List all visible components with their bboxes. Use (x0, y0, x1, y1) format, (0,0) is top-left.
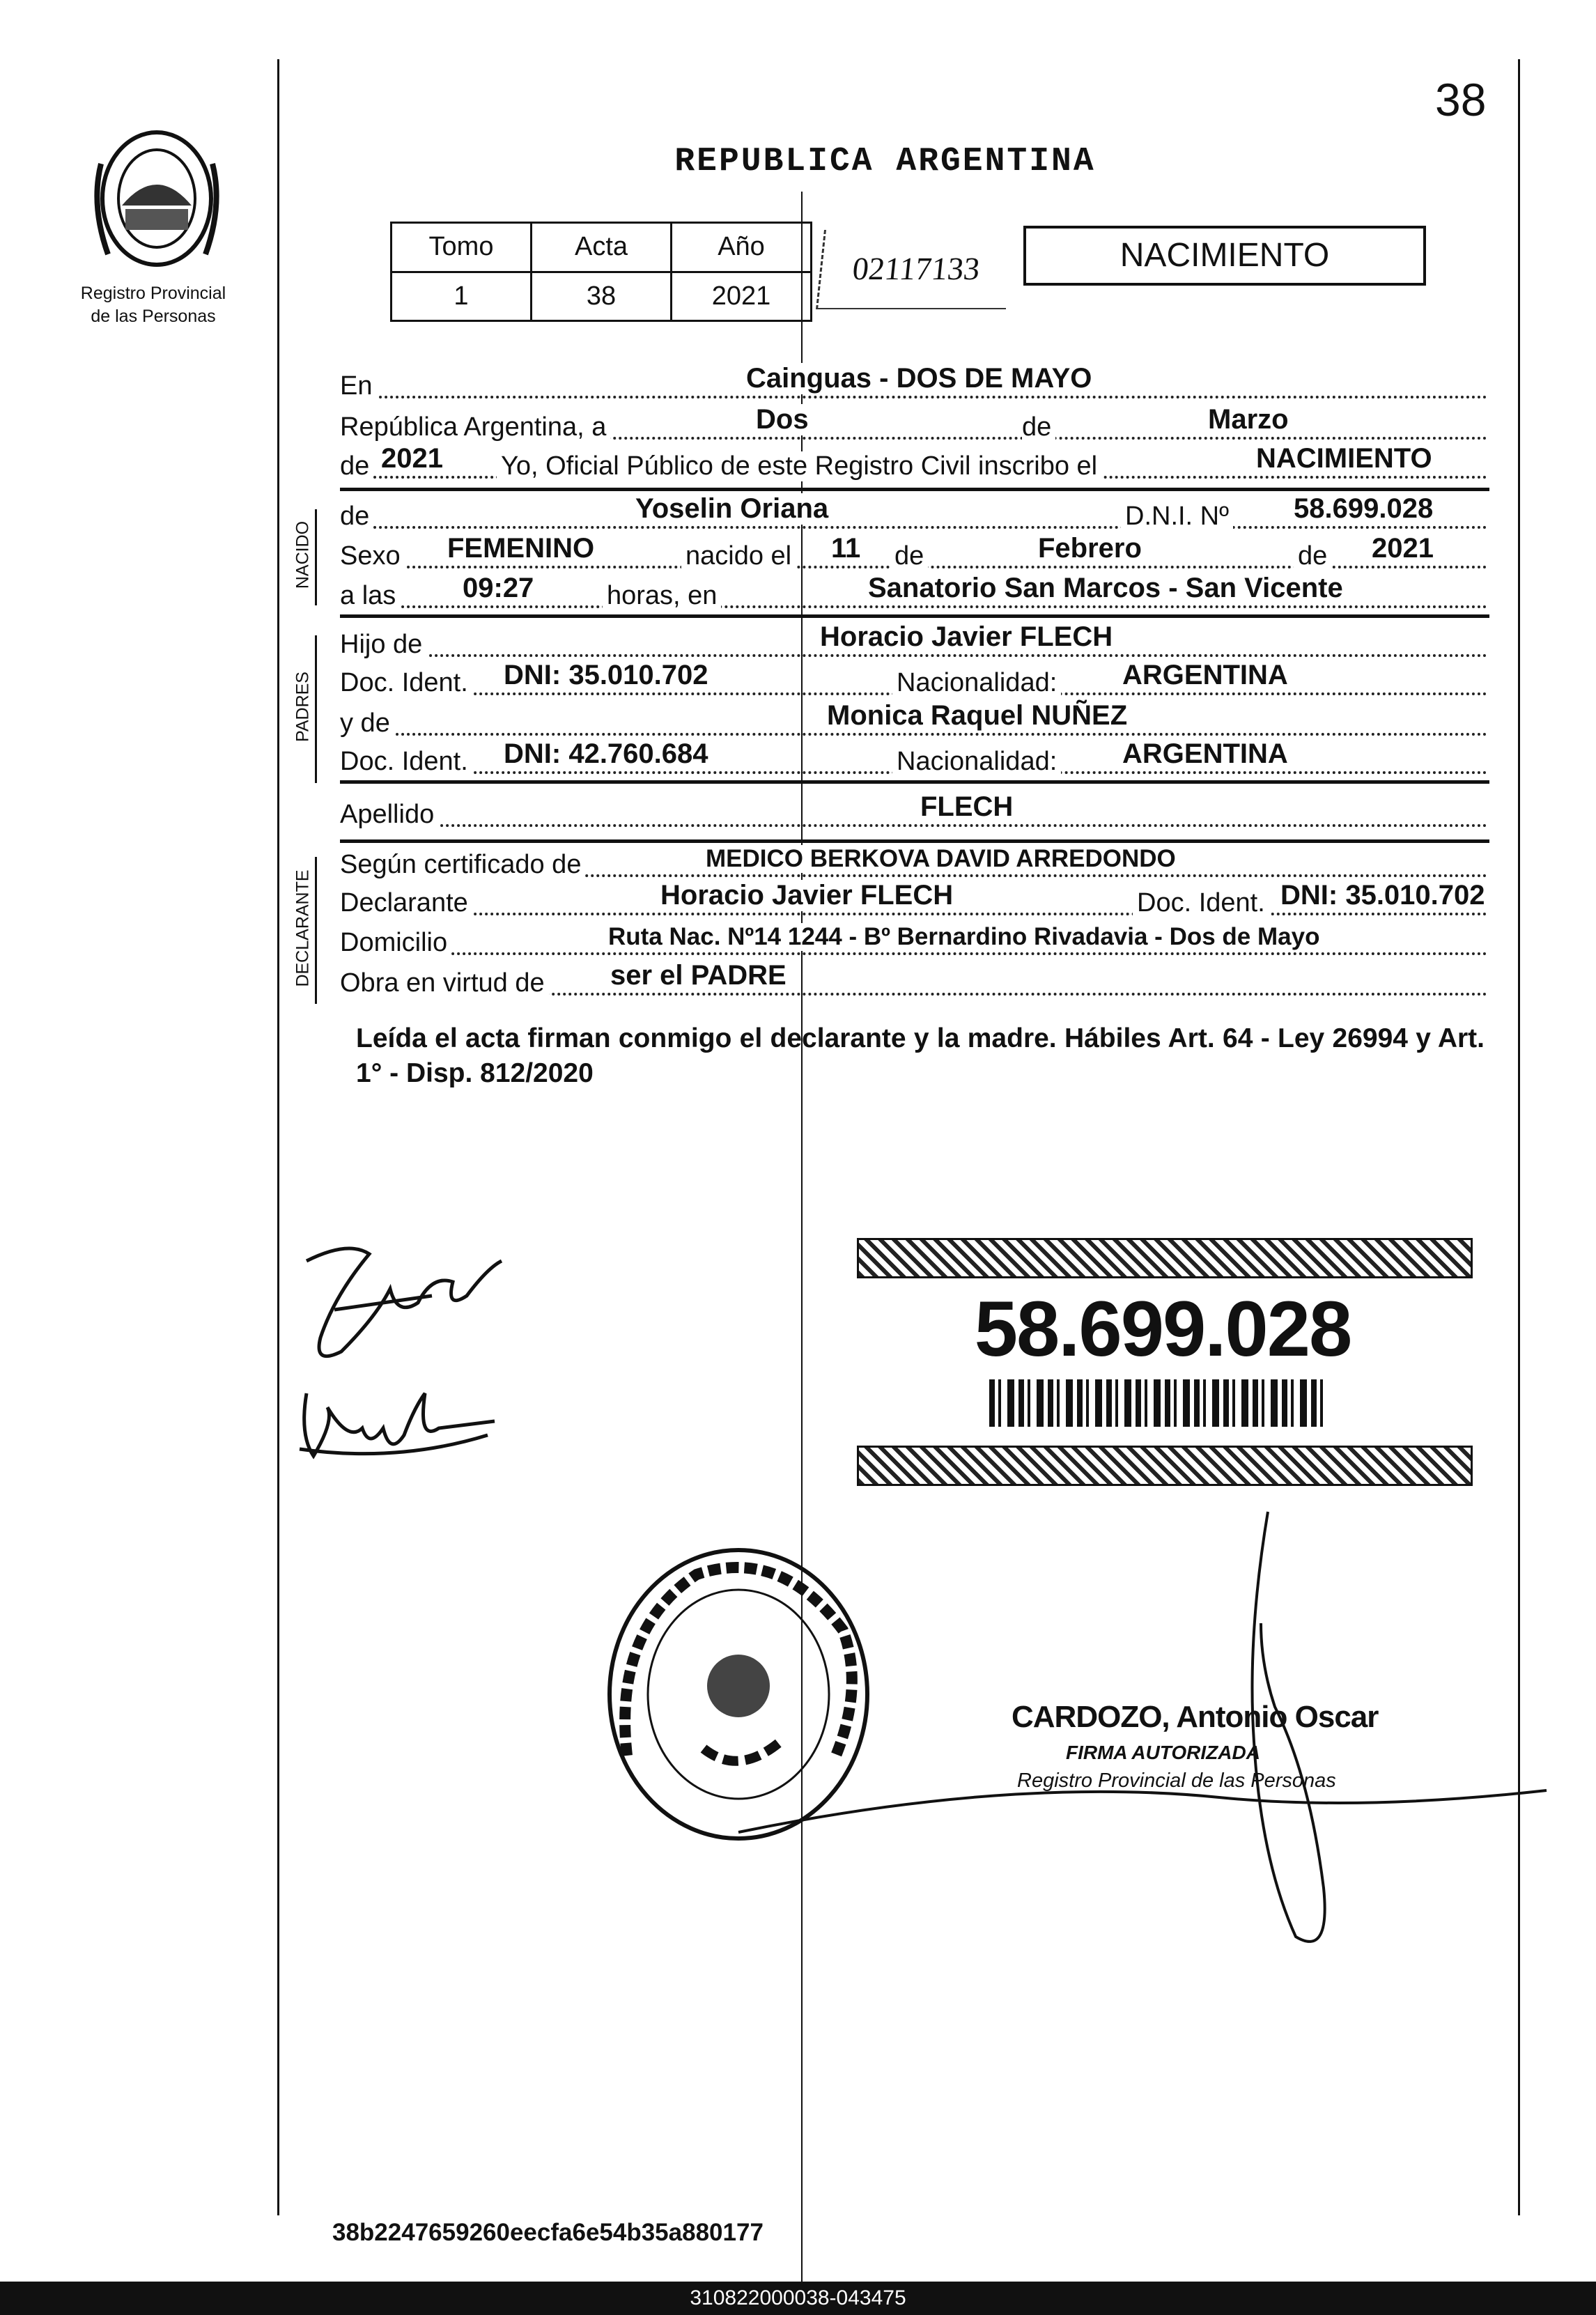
label-doc-ident: Doc. Ident. (340, 747, 472, 777)
value-dni: 58.699.028 (1294, 493, 1434, 524)
label-obra-en-virtud: Obra en virtud de (340, 968, 549, 998)
header-tomo: Tomo (392, 223, 532, 272)
separator (340, 488, 1489, 491)
value-address: Ruta Nac. Nº14 1244 - Bº Bernardino Rivadavia - Dos de Mayo (608, 923, 1320, 950)
declarant-section-bracket (315, 857, 317, 1004)
value-mother-nationality: ARGENTINA (1122, 738, 1288, 769)
value-month: Marzo (1208, 404, 1289, 435)
value-birth-day: 11 (831, 533, 861, 564)
register-table (390, 222, 812, 322)
row-date (340, 403, 1487, 440)
value-birth-place: Sanatorio San Marcos - San Vicente (868, 573, 1343, 603)
value-surname: FLECH (920, 791, 1014, 822)
row-capacity (340, 959, 1487, 996)
label-dni: D.N.I. Nº (1121, 502, 1233, 532)
value-name: Yoselin Oriana (635, 493, 829, 524)
label-nacionalidad: Nacionalidad: (892, 747, 1061, 777)
declarant-signature (293, 1233, 516, 1372)
section-label-born: NACIDO (293, 520, 313, 589)
caption-line: de las Personas (91, 307, 216, 326)
caption-line: Registro Provincial (80, 284, 226, 303)
label-de: de (340, 451, 373, 481)
label-domicilio: Domicilio (340, 928, 451, 958)
row-sex-birth (340, 532, 1487, 571)
value-time: 09:27 (463, 573, 534, 603)
value-acta: 38 (532, 272, 672, 321)
value-mother-doc: DNI: 42.760.684 (504, 738, 708, 769)
label-oficial: Yo, Oficial Público de este Registro Civil inscribo el (497, 451, 1101, 481)
label-certificado: Según certificado de (340, 850, 585, 880)
row-declarant (340, 879, 1487, 918)
act-type-box: NACIMIENTO (1023, 226, 1426, 286)
label-en: En (340, 371, 376, 401)
separator (340, 614, 1489, 618)
footer-code: 310822000038-043475 (0, 2282, 1596, 2315)
label-doc-ident: Doc. Ident. (1133, 888, 1269, 918)
value-certificate: MEDICO BERKOVA DAVID ARREDONDO (706, 845, 1176, 872)
label-de: de (1294, 541, 1331, 571)
left-margin-line (277, 59, 279, 2215)
header-ano: Año (672, 223, 812, 272)
label-doc-ident: Doc. Ident. (340, 668, 472, 698)
row-father-doc (340, 659, 1487, 695)
closing-statement: Leída el acta firman conmigo el declarante y la madre. Hábiles Art. 64 - Ley 26994 y Art. 1° - Disp. 812/2020 (356, 1023, 1485, 1088)
document-title: REPUBLICA ARGENTINA (674, 143, 1096, 180)
row-name (340, 493, 1487, 529)
label-sexo: Sexo (340, 541, 405, 571)
page-number: 38 (1435, 74, 1487, 125)
value-mother: Monica Raquel NUÑEZ (827, 700, 1128, 731)
label-nacido: nacido el (681, 541, 796, 571)
value-birth-month: Febrero (1038, 533, 1142, 564)
label-horas: horas, en (603, 581, 721, 611)
row-year (340, 442, 1487, 479)
official-role: FIRMA AUTORIZADA (1066, 1742, 1260, 1763)
value-ano: 2021 (672, 272, 812, 321)
security-band-bottom (857, 1446, 1473, 1486)
value-declarant-doc: DNI: 35.010.702 (1280, 880, 1485, 911)
row-surname (340, 791, 1487, 827)
official-office: Registro Provincial de las Personas (1017, 1770, 1336, 1792)
value-father-nationality: ARGENTINA (1122, 660, 1288, 690)
row-mother-doc (340, 738, 1487, 774)
born-section-bracket (315, 509, 317, 605)
row-mother (340, 699, 1487, 736)
value-inscribe: NACIMIENTO (1256, 443, 1432, 474)
value-year: 2021 (381, 443, 443, 474)
row-place (340, 362, 1487, 401)
label-de: de (340, 502, 373, 532)
value-father-doc: DNI: 35.010.702 (504, 660, 708, 690)
mother-signature (293, 1379, 502, 1484)
value-sex: FEMENINO (447, 533, 595, 564)
label-apellido: Apellido (340, 800, 438, 830)
serial-number-stamp: 02117133 (816, 230, 1014, 309)
section-label-parents: PADRES (293, 672, 313, 742)
value-day: Dos (756, 404, 809, 435)
label-declarante: Declarante (340, 888, 472, 918)
header-acta: Acta (532, 223, 672, 272)
label-a-las: a las (340, 581, 400, 611)
label-de: de (890, 541, 928, 571)
row-time-place (340, 572, 1487, 608)
section-label-declarant: DECLARANTE (293, 869, 313, 987)
value-birth-year: 2021 (1372, 533, 1434, 564)
label-y-de: y de (340, 709, 394, 738)
label-hijo-de: Hijo de (340, 630, 426, 660)
security-band-top (857, 1238, 1473, 1278)
label-nacionalidad: Nacionalidad: (892, 668, 1061, 698)
label-republica: República Argentina, a (340, 412, 610, 442)
label-de: de (1022, 412, 1055, 442)
row-certificate (340, 841, 1487, 877)
value-tomo: 1 (392, 272, 532, 321)
separator (340, 780, 1489, 784)
value-capacity: ser el PADRE (610, 960, 787, 991)
row-address (340, 919, 1487, 955)
value-father: Horacio Javier FLECH (820, 621, 1113, 652)
value-place: Cainguas - DOS DE MAYO (746, 363, 1092, 394)
value-declarant: Horacio Javier FLECH (660, 880, 954, 911)
official-name: CARDOZO, Antonio Oscar (1012, 1700, 1379, 1734)
registry-caption (42, 282, 265, 328)
document-hash: 38b2247659260eecfa6e54b35a880177 (332, 2219, 764, 2246)
id-number-large: 58.699.028 (974, 1285, 1351, 1372)
barcode (989, 1379, 1324, 1427)
row-father (340, 621, 1487, 657)
parents-section-bracket (315, 635, 317, 783)
